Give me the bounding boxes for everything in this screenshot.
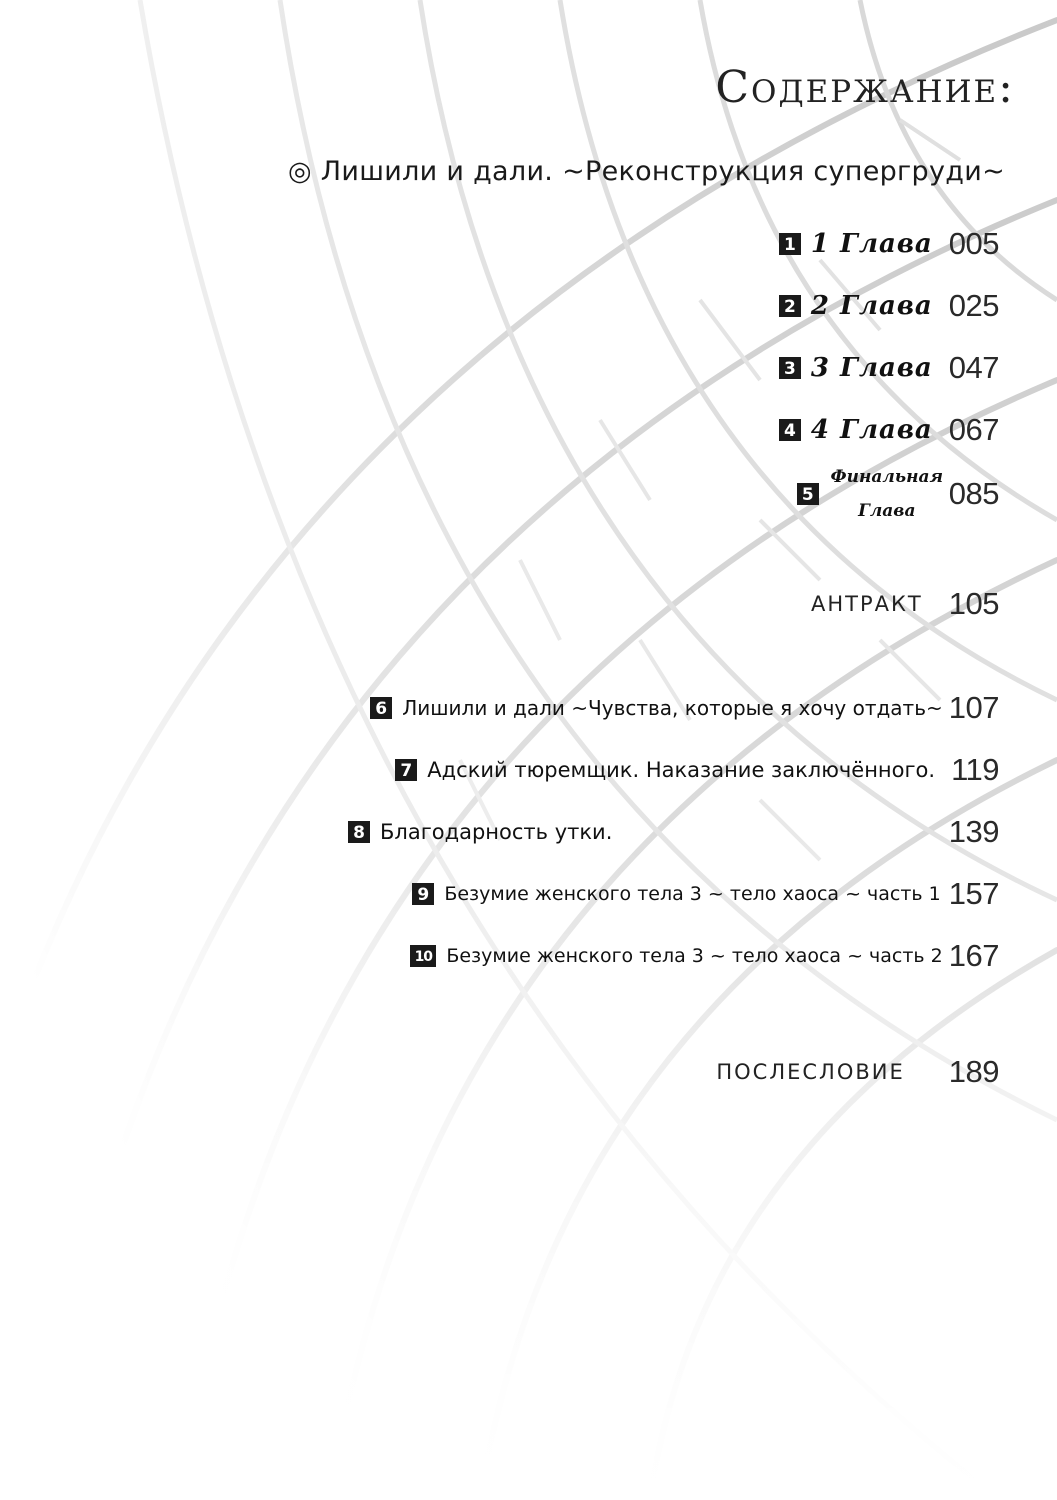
- chapter-title: 2 Глава: [810, 291, 933, 321]
- chapter-number-badge: 4: [779, 419, 801, 441]
- page-number: 067: [948, 412, 999, 447]
- afterword-label: ПОСЛЕСЛОВИЕ: [716, 1060, 905, 1084]
- chapter-title: 4 Глава: [810, 415, 933, 445]
- page-number: 085: [948, 476, 999, 511]
- toc-row-intermission[interactable]: [811, 586, 999, 622]
- story-title: Адский тюремщик. Наказание заключённого.: [427, 758, 936, 782]
- intermission-label: АНТРАКТ: [811, 592, 923, 616]
- page-number: 107: [948, 690, 999, 725]
- toc-row-chapter-1[interactable]: [779, 226, 999, 262]
- page-number: 105: [948, 586, 999, 621]
- toc-row-story-7[interactable]: [395, 752, 999, 788]
- story-title: Безумие женского тела 3 ~ тело хаоса ~ часть 2: [446, 945, 943, 967]
- story-number-badge: 9: [412, 883, 434, 905]
- story-title: Безумие женского тела 3 ~ тело хаоса ~ часть 1: [444, 883, 941, 905]
- chapter-title: [829, 460, 945, 528]
- chapter-title-line-1: Финальная: [830, 467, 944, 487]
- story-title: Лишили и дали ~Чувства, которые я хочу отдать~: [402, 696, 943, 720]
- page-number: 047: [948, 350, 999, 385]
- page-number: 157: [948, 876, 999, 911]
- page-number: 189: [948, 1054, 999, 1089]
- story-number-badge: 8: [348, 821, 370, 843]
- toc-row-story-9[interactable]: [412, 876, 999, 912]
- book-subtitle: ◎ Лишили и дали. ~Реконструкция супергруди~: [288, 156, 1005, 187]
- page-number: 139: [948, 814, 999, 849]
- story-number-badge: 6: [370, 697, 392, 719]
- page-title: Содержание:: [715, 62, 1015, 113]
- toc-row-story-8[interactable]: [348, 814, 999, 850]
- page-number: 167: [948, 938, 999, 973]
- story-title: Благодарность утки.: [380, 820, 613, 844]
- toc-row-story-6[interactable]: [370, 690, 999, 726]
- page-number: 005: [948, 226, 999, 261]
- chapter-title-line-2: Глава: [858, 501, 916, 521]
- toc-row-story-10[interactable]: [410, 938, 999, 974]
- story-number-badge: 10: [410, 945, 436, 967]
- story-number-badge: 7: [395, 759, 417, 781]
- chapter-number-badge: 3: [779, 357, 801, 379]
- chapter-title: 1 Глава: [810, 229, 933, 259]
- chapter-number-badge: 2: [779, 295, 801, 317]
- chapter-number-badge: 5: [797, 483, 819, 505]
- toc-row-chapter-4[interactable]: [779, 412, 999, 448]
- chapter-title: 3 Глава: [810, 353, 933, 383]
- page-number: 025: [948, 288, 999, 323]
- chapter-number-badge: 1: [779, 233, 801, 255]
- toc-row-chapter-3[interactable]: [779, 350, 999, 386]
- toc-row-chapter-2[interactable]: [779, 288, 999, 324]
- toc-row-afterword[interactable]: [716, 1054, 999, 1090]
- page-number: 119: [951, 752, 999, 787]
- toc-row-chapter-5[interactable]: [797, 460, 999, 528]
